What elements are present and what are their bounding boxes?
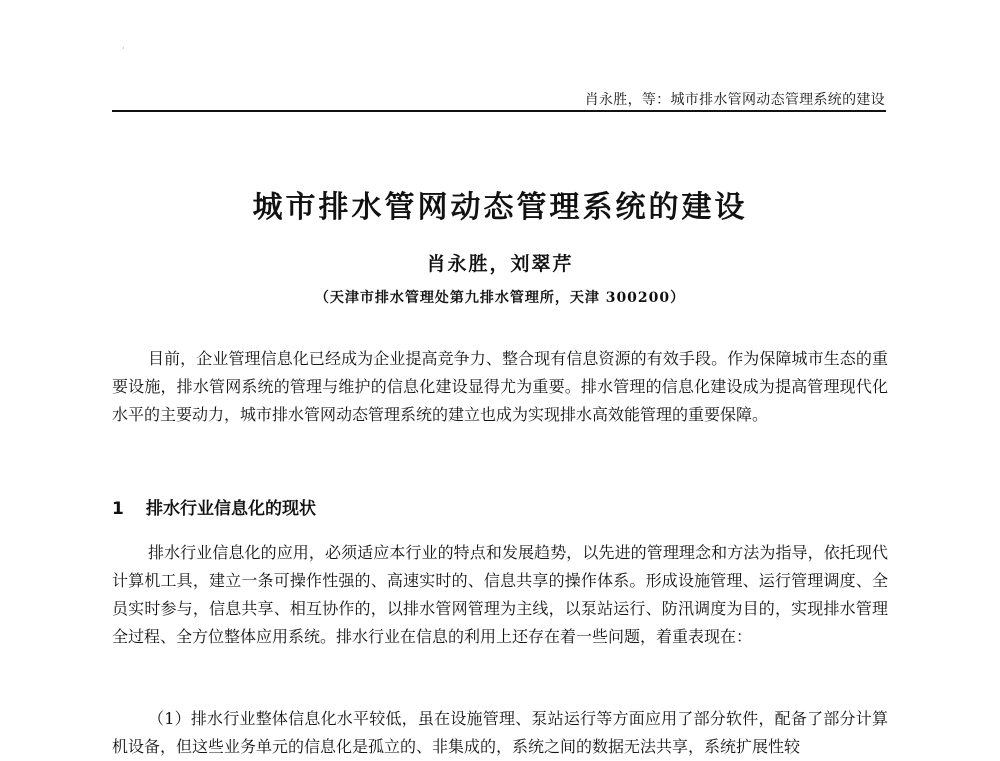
header-rule [112,110,886,112]
section-heading-text: 排水行业信息化的现状 [146,499,316,519]
section-number: 1 [112,499,124,519]
article-authors: 肖永胜，刘翠芹 [426,253,574,275]
section-list-item: （1）排水行业整体信息化水平较低，虽在设施管理、泵站运行等方面应用了部分软件，配备了部分计算机设备，但这些业务单元的信息化是孤立的、非集成的，系统之间的数据无法共享，系统扩展性较 [112,709,888,756]
scan-speck: · [122,44,125,53]
section-heading [112,494,316,519]
intro-paragraph: 目前，企业管理信息化已经成为企业提高竞争力、整合现有信息资源的有效手段。作为保障城市生态的重要设施，排水管网系统的管理与维护的信息化建设显得尤为重要。排水管理的信息化建设成为提高管理现代化水平的主要动力，城市排水管网动态管理系统的建立也成为实现排水高效能管理的重要保障。 [112,349,888,424]
section-paragraph: 排水行业信息化的应用，必须适应本行业的特点和发展趋势，以先进的管理理念和方法为指导，依托现代计算机工具，建立一条可操作性强的、高速实时的、信息共享的操作体系。形成设施管理、运行管理调度、全员实时参与，信息共享、相互协作的，以排水管网管理为主线，以泵站运行、防汛调度为目的，实现排水管理全过程、全方位整体应用系统。排水行业在信息的利用上还存在着一些问题，着重表现在： [112,543,888,646]
running-header: 肖永胜，等：城市排水管网动态管理系统的建设 [584,92,885,108]
article-affiliation: （天津市排水管理处第九排水管理所，天津 300200） [314,290,686,306]
article-title: 城市排水管网动态管理系统的建设 [252,190,748,225]
